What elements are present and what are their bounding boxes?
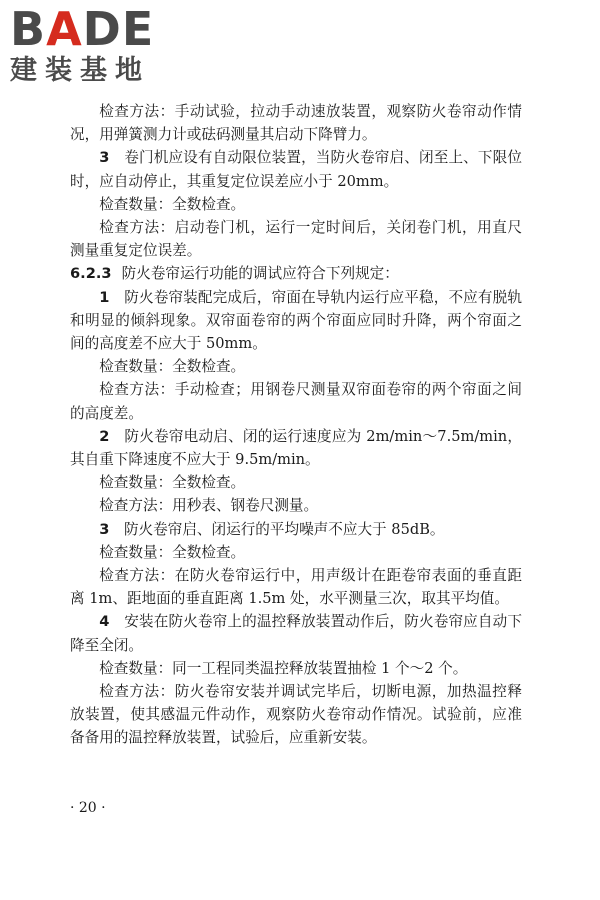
item-number: 3 [99, 520, 110, 538]
paragraph: 4 安装在防火卷帘上的温控释放装置动作后，防火卷帘应自动下降至全闭。 [70, 613, 522, 654]
paragraph: 检查数量：全数检查。 [99, 543, 246, 561]
paragraph: 检查方法：启动卷门机，运行一定时间后，关闭卷门机，用直尺测量重复定位误差。 [70, 219, 522, 260]
item-number: 3 [99, 149, 110, 167]
paragraph: 检查数量：全数检查。 [99, 474, 246, 492]
paragraph: 检查数量：全数检查。 [99, 195, 246, 213]
paragraph: 检查方法：在防火卷帘运行中，用声级计在距卷帘表面的垂直距离 1m、距地面的垂直距离 1.5m 处，水平测量三次，取其平均值。 [70, 567, 522, 608]
logo-letters-de: DE [82, 2, 155, 56]
paragraph: 检查方法：用秒表、钢卷尺测量。 [99, 497, 319, 515]
paragraph: 3 卷门机应设有自动限位装置，当防火卷帘启、闭至上、下限位时，应自动停止，其重复定位误差应小于 20mm。 [70, 149, 522, 190]
section-number: 6.2.3 [70, 265, 112, 283]
section-heading: 6.2.3 防火卷帘运行功能的调试应符合下列规定： [70, 265, 399, 283]
document-body [70, 100, 522, 750]
page-number: · 20 · [70, 800, 106, 816]
paragraph: 3 防火卷帘启、闭运行的平均噪声不应大于 85dB。 [99, 520, 445, 538]
paragraph: 检查方法：手动检查；用钢卷尺测量双帘面卷帘的两个帘面之间的高度差。 [70, 381, 522, 422]
bade-logo [10, 2, 180, 88]
paragraph: 1 防火卷帘装配完成后，帘面在导轨内运行应平稳，不应有脱轨和明显的倾斜现象。双帘面卷帘的两个帘面应同时升降，两个帘面之间的高度差不应大于 50mm。 [70, 288, 522, 353]
paragraph: 检查方法：防火卷帘安装并调试完毕后，切断电源，加热温控释放装置，使其感温元件动作，观察防火卷帘动作情况。试验前，应准备备用的温控释放装置，试验后，应重新安装。 [70, 683, 522, 747]
logo-wordmark [10, 2, 180, 56]
logo-letter-a: A [46, 2, 83, 56]
logo-subtitle: 建装基地 [10, 55, 150, 86]
logo-letter-b: B [10, 2, 47, 56]
paragraph: 2 防火卷帘电动启、闭的运行速度应为 2m/min～7.5m/min，其自重下降速度不应大于 9.5m/min。 [70, 427, 522, 469]
item-number: 2 [99, 427, 110, 445]
paragraph: 检查方法：手动试验，拉动手动速放装置，观察防火卷帘动作情况，用弹簧测力计或砝码测量其启动下降臂力。 [70, 103, 522, 144]
item-number: 4 [99, 613, 110, 631]
item-number: 1 [99, 288, 110, 306]
paragraph: 检查数量：同一工程同类温控释放装置抽检 1 个～2 个。 [99, 659, 468, 677]
paragraph: 检查数量：全数检查。 [99, 358, 246, 376]
